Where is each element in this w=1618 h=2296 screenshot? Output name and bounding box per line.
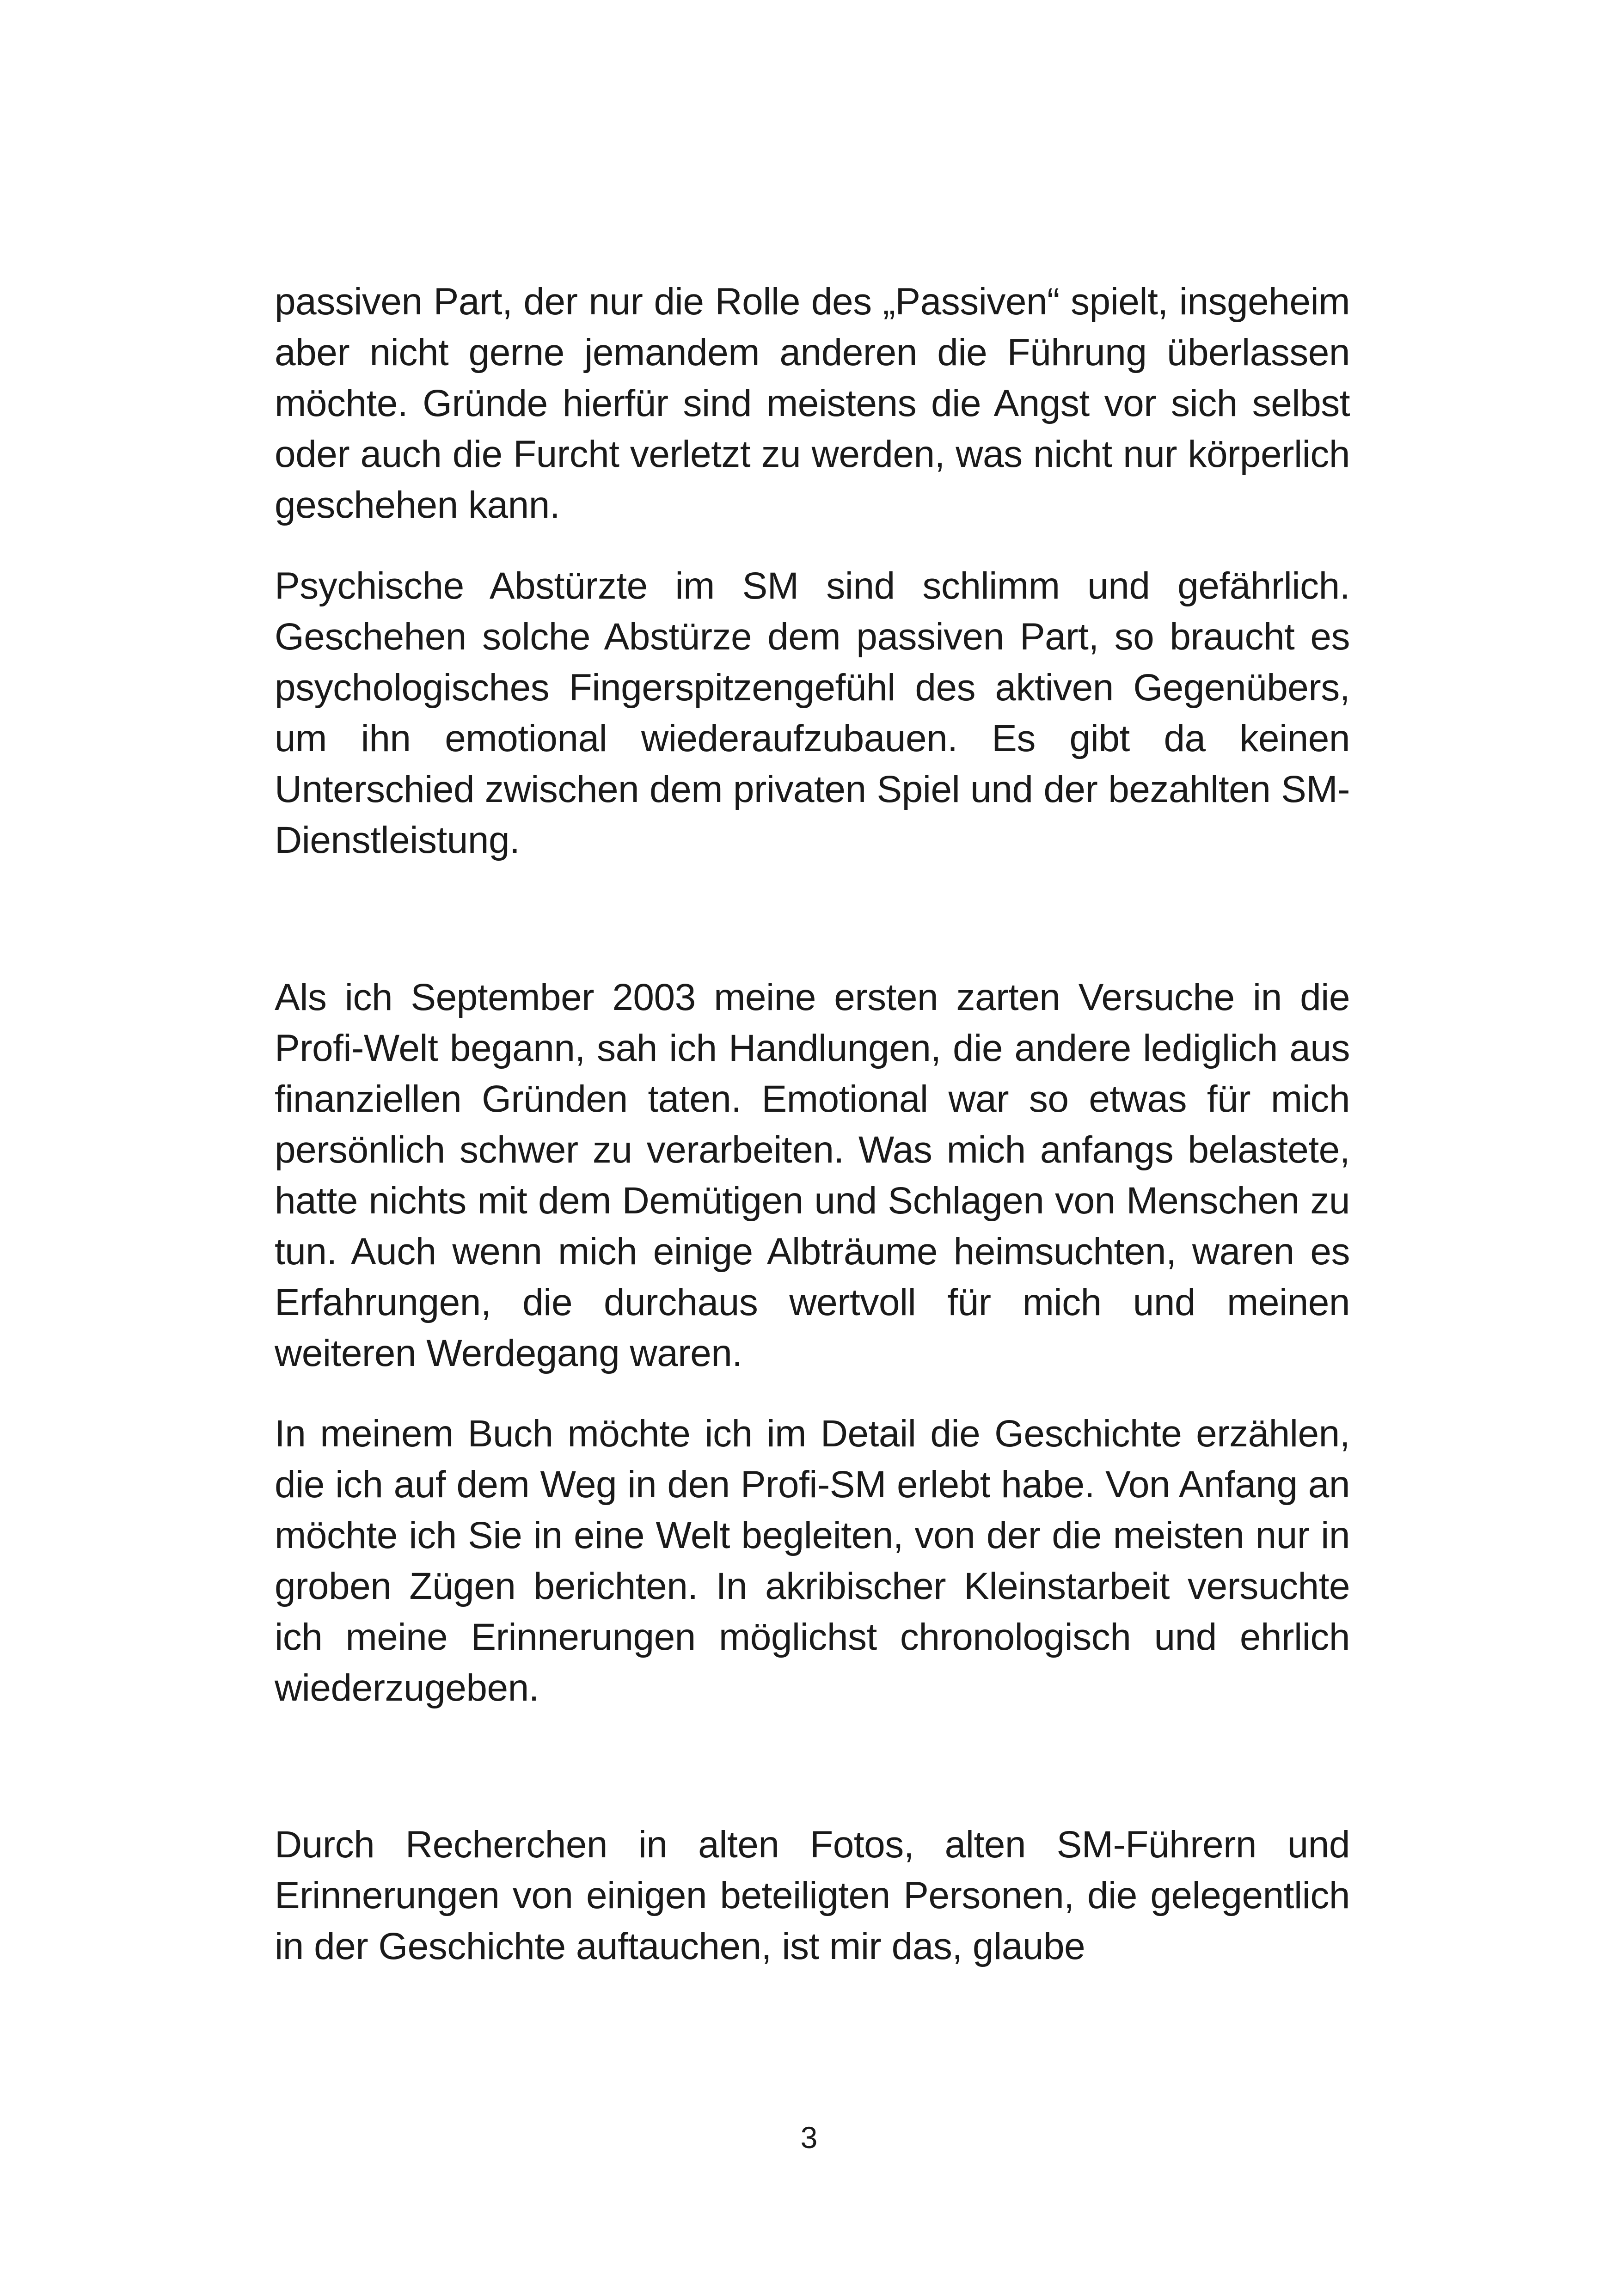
paragraph <box>275 1819 1350 1972</box>
paragraph <box>275 561 1350 866</box>
paragraph-text: In meinem Buch möchte ich im Detail die Geschichte erzählen, die ich auf dem Weg in den Profi-SM erlebt habe. Von Anfang an möchte ich Sie in eine Welt begleiten, von der die meisten nur in groben Zügen berichten. In akribischer Kleinstarbeit versuchte ich meine Erinnerungen möglichst chronologisch und ehrlich wiederzugeben. <box>275 1413 1350 1709</box>
paragraph <box>275 1408 1350 1714</box>
paragraph <box>275 276 1350 531</box>
paragraph <box>275 972 1350 1379</box>
paragraph-text: Als ich September 2003 meine ersten zarten Versuche in die Profi-Welt begann, sah ich Handlungen, die andere lediglich aus finanziellen Gründen taten. Emotional war so etwas für mich persönlich schwer zu verarbeiten. Was mich anfangs belastete, hatte nichts mit dem Demütigen und Schlagen von Menschen zu tun. Auch wenn mich einige Albträume heimsuchten, waren es Erfahrungen, die durchaus wertvoll für mich und meinen weiteren Werdegang waren. <box>275 976 1350 1374</box>
page-number: 3 <box>800 2120 818 2155</box>
paragraph-text: passiven Part, der nur die Rolle des „Passiven“ spielt, insgeheim aber nicht gerne jemandem anderen die Führung überlassen möchte. Gründe hierfür sind meistens die Angst vor sich selbst oder auch die Furcht verletzt zu werden, was nicht nur körperlich geschehen kann. <box>275 281 1350 526</box>
paragraph-text: Durch Recherchen in alten Fotos, alten SM-Führern und Erinnerungen von einigen beteiligten Personen, die gelegentlich in der Geschichte auftauchen, ist mir das, glaube <box>275 1824 1350 1967</box>
paragraph-text: Psychische Abstürzte im SM sind schlimm und gefährlich. Geschehen solche Abstürze dem passiven Part, so braucht es psychologisches Fingerspitzengefühl des aktiven Gegenübers, um ihn emotional wiederaufzubauen. Es gibt da keinen Unterschied zwischen dem privaten Spiel und der bezahlten SM-Dienstleistung. <box>275 565 1350 861</box>
